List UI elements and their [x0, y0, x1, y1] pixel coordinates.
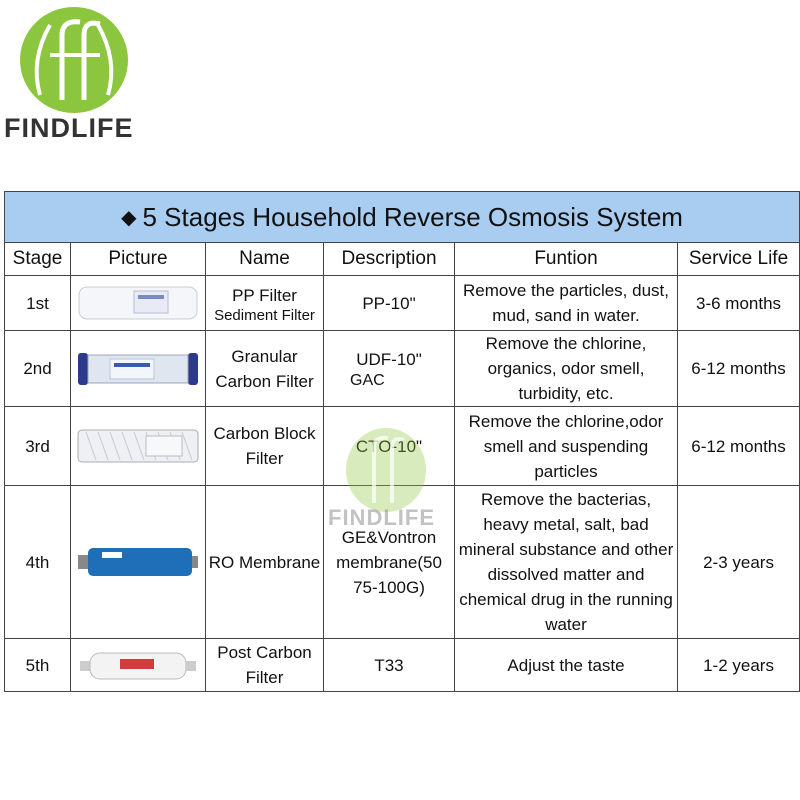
description-cell: CTO-10": [324, 407, 455, 486]
table-row: [5, 639, 800, 692]
description-cell: GE&Vontron membrane(50 75-100G): [324, 486, 455, 639]
table-row: [5, 276, 800, 331]
carbon-block-cartridge-image: [76, 424, 200, 468]
table-title-text: 5 Stages Household Reverse Osmosis System: [142, 201, 683, 232]
findlife-logo-emblem: [0, 0, 170, 115]
name-cell: Granular Carbon Filter: [206, 331, 324, 407]
header-stage: Stage: [5, 243, 71, 276]
header-service-life: Service Life: [678, 243, 800, 276]
function-cell: Remove the bacterias, heavy metal, salt, bad mineral substance and other dissolved matter and chemical drug in the running water: [455, 486, 678, 639]
post-carbon-filter-image: [76, 643, 200, 687]
stage-cell: 2nd: [5, 331, 71, 407]
table-title: [5, 192, 800, 243]
name-cell: RO Membrane: [206, 486, 324, 639]
table-row: [5, 407, 800, 486]
name-cell: Post Carbon Filter: [206, 639, 324, 692]
function-cell: Adjust the taste: [455, 639, 678, 692]
name-cell: Carbon Block Filter: [206, 407, 324, 486]
stage-cell: 4th: [5, 486, 71, 639]
name-cell: [206, 276, 324, 331]
stage-cell: 3rd: [5, 407, 71, 486]
findlife-logo: [0, 0, 170, 160]
watermark-wordmark: FINDLIFE: [328, 505, 435, 530]
ro-system-table-container: [4, 191, 799, 692]
function-cell: Remove the chlorine, organics, odor smell, turbidity, etc.: [455, 331, 678, 407]
stage-cell: 1st: [5, 276, 71, 331]
table-row: [5, 486, 800, 639]
picture-cell: [71, 331, 206, 407]
description-cell: PP-10": [324, 276, 455, 331]
service-life-cell: 6-12 months: [678, 331, 800, 407]
granular-carbon-cartridge-image: [76, 347, 200, 391]
header-function: Funtion: [455, 243, 678, 276]
service-life-cell: 6-12 months: [678, 407, 800, 486]
service-life-cell: 2-3 years: [678, 486, 800, 639]
pp-filter-cartridge-image: [76, 283, 200, 323]
ro-system-table: [4, 191, 800, 692]
filter-name-sub: Sediment Filter: [214, 306, 315, 324]
logo-wordmark: FINDLIFE: [4, 113, 134, 143]
stage-cell: 5th: [5, 639, 71, 692]
description-text: UDF-10": [356, 350, 422, 369]
diamond-bullet-icon: ◆: [121, 206, 137, 229]
ro-membrane-image: [76, 540, 200, 584]
picture-cell: [71, 407, 206, 486]
table-header-row: [5, 243, 800, 276]
table-title-row: [5, 192, 800, 243]
description-cell: T33: [324, 639, 455, 692]
table-row: [5, 331, 800, 407]
header-name: Name: [206, 243, 324, 276]
picture-cell: [71, 276, 206, 331]
service-life-cell: 3-6 months: [678, 276, 800, 331]
header-description: Description: [324, 243, 455, 276]
description-cell: [324, 331, 455, 407]
description-sub: GAC: [350, 372, 385, 389]
service-life-cell: 1-2 years: [678, 639, 800, 692]
picture-cell: [71, 639, 206, 692]
header-picture: Picture: [71, 243, 206, 276]
function-cell: Remove the chlorine,odor smell and suspending particles: [455, 407, 678, 486]
picture-cell: [71, 486, 206, 639]
function-cell: Remove the particles, dust, mud, sand in water.: [455, 276, 678, 331]
filter-name: PP Filter: [232, 285, 297, 305]
